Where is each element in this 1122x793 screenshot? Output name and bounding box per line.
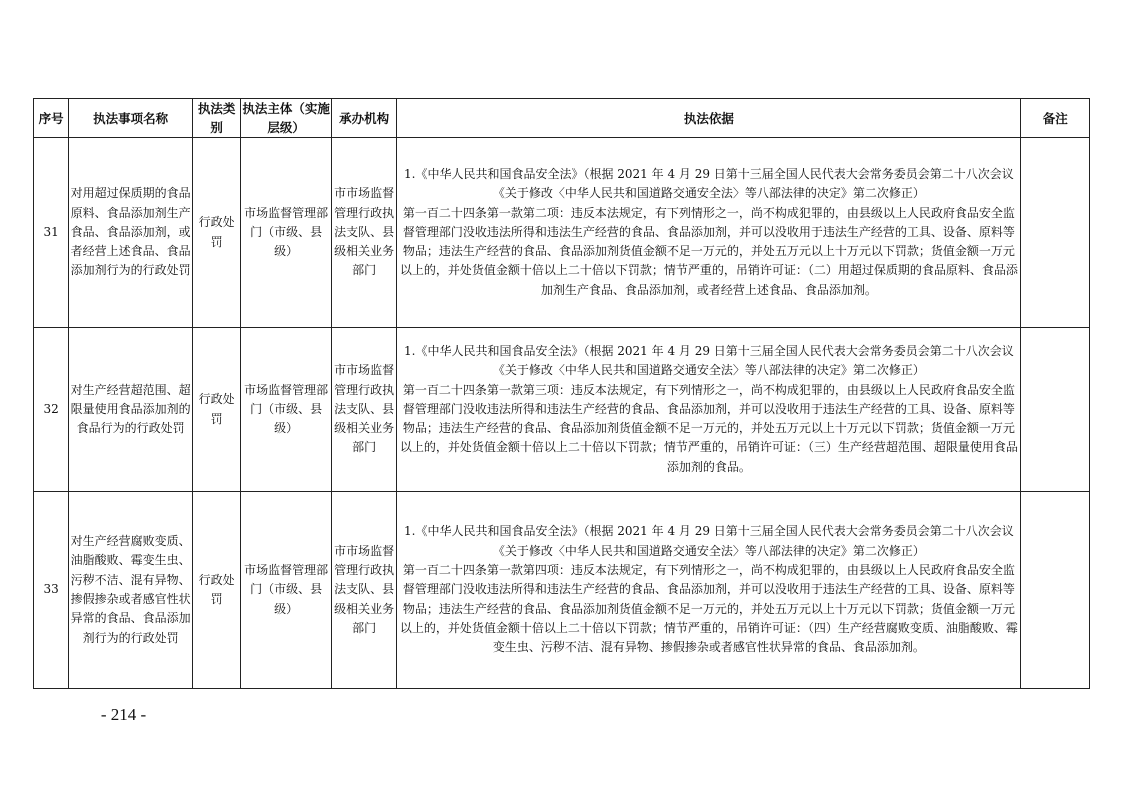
header-subject: 执法主体（实施层级） [241, 99, 332, 138]
table-header-row [34, 99, 1090, 138]
row-seq: 33 [34, 492, 69, 689]
row-name: 对用超过保质期的食品原料、食品添加剂生产食品、食品添加剂，或者经营上述食品、食品添加剂行为的行政处罚 [69, 138, 193, 328]
row-org: 市市场监督管理行政执法支队、县级相关业务部门 [331, 328, 396, 492]
row-org: 市市场监督管理行政执法支队、县级相关业务部门 [331, 138, 396, 328]
row-basis [397, 328, 1021, 492]
basis-law: 1.《中华人民共和国食品安全法》（根据 2021 年 4 月 29 日第十三届全国人民代表大会常务委员会第二十八次会议《关于修改〈中华人民共和国道路交通安全法〉等八部法律的决定》第二次修正） [404, 524, 1014, 558]
row-subject: 市场监督管理部门（市级、县级） [241, 328, 332, 492]
row-name: 对生产经营腐败变质、油脂酸败、霉变生虫、污秽不洁、混有异物、掺假掺杂或者感官性状异常的食品、食品添加剂行为的行政处罚 [69, 492, 193, 689]
header-type: 执法类别 [193, 99, 241, 138]
row-note [1021, 492, 1090, 689]
table-row [34, 138, 1090, 328]
enforcement-table [33, 98, 1090, 689]
row-seq: 31 [34, 138, 69, 328]
row-basis [397, 138, 1021, 328]
header-note: 备注 [1021, 99, 1090, 138]
basis-article: 第一百二十四条第一款第四项：违反本法规定，有下列情形之一，尚不构成犯罪的，由县级以上人民政府食品安全监督管理部门没收违法所得和违法生产经营的食品、食品添加剂，并可以没收用于违法生产经营的工具、设备、原料等物品；违法生产经营的食品、食品添加剂货值金额不足一万元的，并处五万元以上十万元以下罚款；货值金额一万元以上的，并处货值金额十倍以上二十倍以下罚款；情节严重的，吊销许可证：（四）生产经营腐败变质、油脂酸败、霉变生虫、污秽不洁、混有异物、掺假掺杂或者感官性状异常的食品、食品添加剂。 [399, 563, 1018, 655]
header-org: 承办机构 [331, 99, 396, 138]
row-subject: 市场监督管理部门（市级、县级） [241, 492, 332, 689]
row-note [1021, 138, 1090, 328]
header-basis: 执法依据 [397, 99, 1021, 138]
row-basis [397, 492, 1021, 689]
row-type: 行政处罚 [193, 138, 241, 328]
table-row [34, 328, 1090, 492]
basis-law: 1.《中华人民共和国食品安全法》（根据 2021 年 4 月 29 日第十三届全国人民代表大会常务委员会第二十八次会议《关于修改〈中华人民共和国道路交通安全法〉等八部法律的决定》第二次修正） [404, 166, 1014, 201]
row-seq: 32 [34, 328, 69, 492]
row-subject: 市场监督管理部门（市级、县级） [241, 138, 332, 328]
row-note [1021, 328, 1090, 492]
basis-law: 1.《中华人民共和国食品安全法》（根据 2021 年 4 月 29 日第十三届全国人民代表大会常务委员会第二十八次会议《关于修改〈中华人民共和国道路交通安全法〉等八部法律的决定》第二次修正） [404, 343, 1014, 378]
row-type: 行政处罚 [193, 492, 241, 689]
page-number: - 214 - [100, 705, 147, 724]
header-name: 执法事项名称 [69, 99, 193, 138]
row-type: 行政处罚 [193, 328, 241, 492]
table-row [34, 492, 1090, 689]
header-seq: 序号 [34, 99, 69, 138]
row-name: 对生产经营超范围、超限量使用食品添加剂的食品行为的行政处罚 [69, 328, 193, 492]
basis-article: 第一百二十四条第一款第二项：违反本法规定，有下列情形之一，尚不构成犯罪的，由县级以上人民政府食品安全监督管理部门没收违法所得和违法生产经营的食品、食品添加剂，并可以没收用于违法生产经营的工具、设备、原料等物品；违法生产经营的食品、食品添加剂货值金额不足一万元的，并处五万元以上十万元以下罚款；货值金额一万元以上的，并处货值金额十倍以上二十倍以下罚款；情节严重的，吊销许可证：（二）用超过保质期的食品原料、食品添加剂生产食品、食品添加剂，或者经营上述食品、食品添加剂。 [399, 205, 1018, 297]
basis-article: 第一百二十四条第一款第三项：违反本法规定，有下列情形之一，尚不构成犯罪的，由县级以上人民政府食品安全监督管理部门没收违法所得和违法生产经营的食品、食品添加剂，并可以没收用于违法生产经营的工具、设备、原料等物品；违法生产经营的食品、食品添加剂货值金额不足一万元的，并处五万元以上十万元以下罚款；货值金额一万元以上的，并处货值金额十倍以上二十倍以下罚款；情节严重的，吊销许可证：（三）生产经营超范围、超限量使用食品添加剂的食品。 [399, 382, 1018, 474]
row-org: 市市场监督管理行政执法支队、县级相关业务部门 [331, 492, 396, 689]
